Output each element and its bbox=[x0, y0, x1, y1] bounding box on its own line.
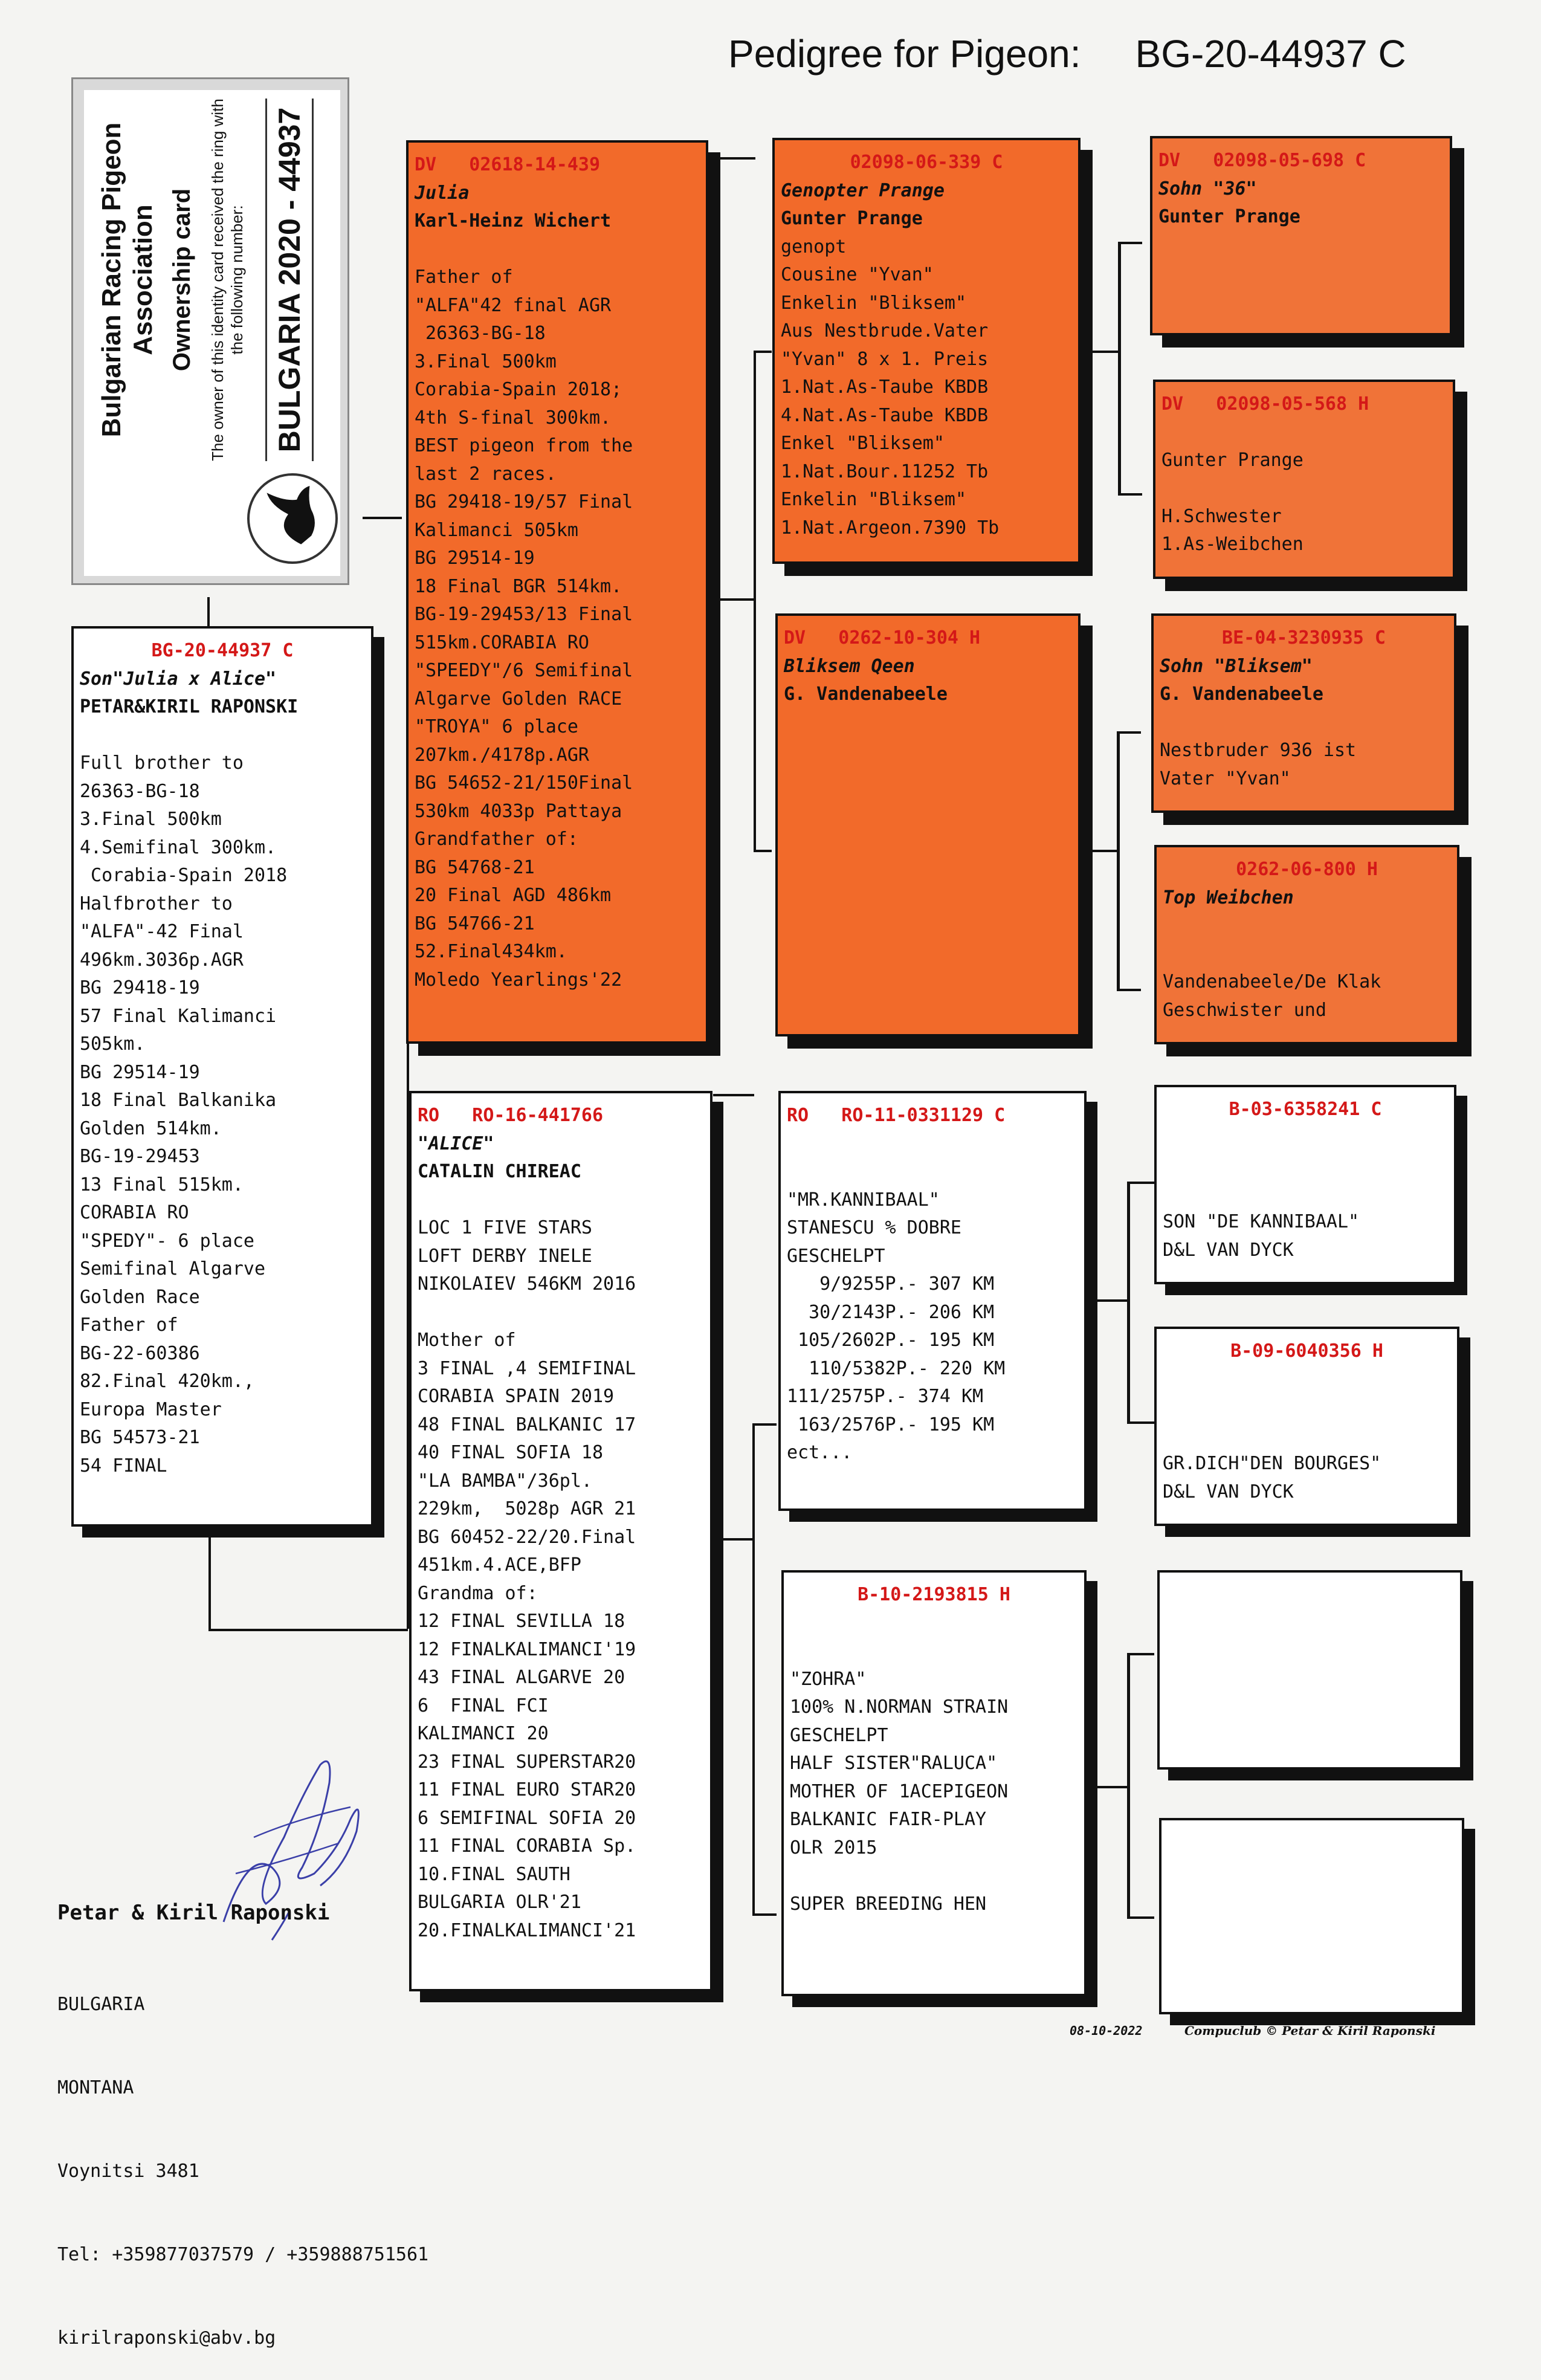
connector-line bbox=[752, 1423, 755, 1916]
note-line: "ALFA"-42 Final bbox=[80, 921, 244, 942]
association-name: Bulgarian Racing Pigeon Association bbox=[97, 122, 158, 438]
dam-dam-ring: B-10-2193815 H bbox=[858, 1584, 1010, 1605]
note-line: "TROYA" 6 place bbox=[415, 716, 578, 737]
note-line: BG 29514-19 bbox=[80, 1061, 200, 1083]
note-line: 10.FINAL SAUTH bbox=[418, 1863, 570, 1885]
connector-line bbox=[710, 598, 754, 601]
sire-dam-name: Bliksem Qeen bbox=[784, 655, 915, 677]
note-line bbox=[1163, 1152, 1448, 1180]
note-line bbox=[1161, 474, 1447, 503]
note-line: Moledo Yearlings'22 bbox=[415, 969, 622, 991]
note-line: Grandfather of: bbox=[415, 829, 578, 850]
note-line: BG 29514-19 bbox=[415, 548, 535, 569]
dam-sire-card bbox=[778, 1091, 1087, 1511]
page-title bbox=[728, 31, 1514, 76]
owner-region: MONTANA bbox=[57, 2077, 134, 2098]
note-line bbox=[1163, 1180, 1448, 1209]
note-line: SUPER BREEDING HEN bbox=[790, 1893, 987, 1915]
note-line bbox=[418, 1186, 704, 1215]
sire-dam-breeder: G. Vandenabeele bbox=[784, 684, 948, 705]
note-line: 26363-BG-18 bbox=[80, 780, 200, 802]
owner-country: BULGARIA bbox=[57, 1994, 145, 2015]
note-line: Corabia-Spain 2018 bbox=[80, 865, 288, 886]
note-line: Geschwister und bbox=[1163, 999, 1326, 1021]
connector-line bbox=[208, 1629, 408, 1631]
note-line: Father of bbox=[415, 267, 513, 288]
owner-city: Voynitsi 3481 bbox=[57, 2161, 199, 2182]
note-line: Semifinal Algarve bbox=[80, 1258, 266, 1279]
pigeon-name: Son"Julia x Alice" bbox=[80, 668, 277, 690]
great-grandparent-card-1 bbox=[1150, 136, 1452, 335]
note-line: BG 29418-19 bbox=[80, 977, 200, 998]
note-line: Grandma of: bbox=[418, 1582, 538, 1604]
note-line: KALIMANCI 20 bbox=[418, 1723, 549, 1744]
great-grandparent-card-7 bbox=[1157, 1570, 1462, 1770]
note-line: BG-22-60386 bbox=[80, 1342, 200, 1364]
ownership-card-content bbox=[84, 90, 340, 576]
connector-line bbox=[1117, 731, 1141, 734]
note-line: ect... bbox=[787, 1442, 853, 1463]
sire-dam-card bbox=[775, 613, 1081, 1036]
note-line: OLR 2015 bbox=[790, 1837, 877, 1858]
pigeon-breeder: PETAR&KIRIL RAPONSKI bbox=[80, 696, 299, 717]
note-line: Vater "Yvan" bbox=[1160, 768, 1291, 789]
connector-line bbox=[1094, 1299, 1127, 1302]
note-line: 4th S-final 300km. bbox=[415, 407, 612, 428]
note-line: Kalimanci 505km bbox=[415, 519, 578, 541]
note-line: BEST pigeon from the bbox=[415, 435, 633, 456]
note-line: 54 FINAL bbox=[80, 1455, 167, 1476]
dam-card bbox=[409, 1091, 712, 1991]
note-line: Cousine "Yvan" bbox=[781, 264, 934, 285]
ggp1-ring: DV 02098-05-698 C bbox=[1158, 150, 1366, 171]
note-line: BG 60452-22/20.Final bbox=[418, 1526, 636, 1548]
pigeon-card bbox=[71, 626, 373, 1527]
connector-line bbox=[1094, 1786, 1127, 1788]
note-line: Aus Nestbrude.Vater bbox=[781, 320, 989, 341]
note-line: 1.Nat.Bour.11252 Tb bbox=[781, 461, 989, 482]
note-line bbox=[787, 1130, 1078, 1159]
connector-line bbox=[752, 1913, 777, 1916]
ggp5-ring: B-03-6358241 C bbox=[1229, 1099, 1382, 1120]
sire-dam-ring: DV 0262-10-304 H bbox=[784, 627, 981, 648]
note-line bbox=[1160, 709, 1448, 737]
note-line: BG 54573-21 bbox=[80, 1427, 200, 1448]
connector-line bbox=[713, 1538, 752, 1541]
note-line bbox=[1163, 940, 1451, 969]
owner-email: kirilraponski@abv.bg bbox=[57, 2327, 276, 2349]
note-line bbox=[415, 236, 700, 264]
note-line: "LA BAMBA"/36pl. bbox=[418, 1470, 592, 1492]
great-grandparent-card-3 bbox=[1151, 613, 1456, 813]
note-line: 52.Final434km. bbox=[415, 941, 567, 962]
note-line: Vandenabeele/De Klak bbox=[1163, 971, 1381, 992]
note-line: LOC 1 FIVE STARS bbox=[418, 1217, 592, 1238]
dam-name: "ALICE" bbox=[418, 1133, 494, 1154]
note-line: SON "DE KANNIBAAL" bbox=[1163, 1211, 1360, 1232]
note-line: BALKANIC FAIR-PLAY bbox=[790, 1809, 987, 1830]
ownership-card bbox=[71, 77, 349, 585]
sire-sire-card bbox=[772, 138, 1081, 564]
note-line: 4.Semifinal 300km. bbox=[80, 836, 277, 858]
connector-line bbox=[363, 517, 402, 519]
sire-ring: DV 02618-14-439 bbox=[415, 154, 601, 175]
note-line: 48 FINAL BALKANIC 17 bbox=[418, 1414, 636, 1435]
note-line: 57 Final Kalimanci bbox=[80, 1005, 277, 1027]
owner-phone: Tel: +359877037579 / +359888751561 bbox=[57, 2244, 429, 2265]
note-line: HALF SISTER"RALUCA" bbox=[790, 1753, 998, 1774]
connector-line bbox=[1127, 1653, 1154, 1655]
note-line: Halfbrother to bbox=[80, 893, 233, 914]
note-line bbox=[1163, 1394, 1451, 1422]
note-line: Nestbruder 936 ist bbox=[1160, 740, 1357, 761]
footer-date: 08-10-2022 bbox=[1070, 2023, 1143, 2038]
note-line: BG-19-29453/13 Final bbox=[415, 604, 633, 625]
note-line: 11 FINAL EURO STAR20 bbox=[418, 1779, 636, 1800]
note-line: "SPEEDY"/6 Semifinal bbox=[415, 660, 633, 681]
note-line: 4.Nat.As-Taube KBDB bbox=[781, 404, 989, 426]
pigeon-ring: BG-20-44937 C bbox=[151, 640, 294, 661]
note-line: Corabia-Spain 2018; bbox=[415, 379, 622, 400]
ownership-card-title: Ownership card bbox=[169, 188, 195, 372]
ggp6-notes bbox=[1163, 1366, 1451, 1507]
ggp3-breeder: G. Vandenabeele bbox=[1160, 684, 1323, 705]
note-line bbox=[1163, 1422, 1451, 1450]
note-line: Europa Master bbox=[80, 1399, 222, 1420]
owner-info bbox=[57, 1843, 428, 2380]
note-line: NIKOLAIEV 546KM 2016 bbox=[418, 1273, 636, 1295]
title-ring-number: BG-20-44937 C bbox=[1135, 32, 1406, 76]
note-line: last 2 races. bbox=[415, 463, 557, 485]
connector-line bbox=[1117, 989, 1141, 991]
sire-name: Julia bbox=[415, 182, 470, 204]
note-line: 100% N.NORMAN STRAIN bbox=[790, 1696, 1009, 1718]
ggp1-breeder: Gunter Prange bbox=[1158, 206, 1300, 227]
ggp4-ring: 0262-06-800 H bbox=[1236, 859, 1378, 880]
note-line: D&L VAN DYCK bbox=[1163, 1481, 1294, 1502]
note-line: 43 FINAL ALGARVE 20 bbox=[418, 1667, 625, 1688]
connector-line bbox=[1117, 731, 1120, 991]
note-line bbox=[1163, 912, 1451, 940]
note-line: Enkelin "Bliksem" bbox=[781, 489, 967, 510]
note-line: 505km. bbox=[80, 1033, 146, 1055]
note-line: "ZOHRA" bbox=[790, 1668, 867, 1690]
note-line bbox=[787, 1158, 1078, 1186]
note-line: 40 FINAL SOFIA 18 bbox=[418, 1442, 604, 1463]
sire-notes bbox=[415, 236, 700, 995]
sire-sire-ring: 02098-06-339 C bbox=[850, 152, 1003, 173]
note-line: LOFT DERBY INELE bbox=[418, 1245, 592, 1267]
note-line: BULGARIA OLR'21 bbox=[418, 1892, 581, 1913]
note-line: D&L VAN DYCK bbox=[1163, 1239, 1294, 1261]
note-line: CORABIA RO bbox=[80, 1202, 189, 1223]
dam-dam-card bbox=[781, 1570, 1087, 1996]
ggp1-name: Sohn "36" bbox=[1158, 178, 1257, 199]
note-line: 30/2143P.- 206 KM bbox=[787, 1301, 995, 1323]
connector-line bbox=[754, 850, 772, 852]
note-line bbox=[1163, 1366, 1451, 1394]
note-line: "Yvan" 8 x 1. Preis bbox=[781, 348, 989, 370]
note-line: GR.DICH"DEN BOURGES" bbox=[1163, 1453, 1381, 1474]
note-line: "SPEDY"- 6 place bbox=[80, 1230, 254, 1252]
connector-line bbox=[752, 1423, 777, 1426]
connector-line bbox=[1127, 1421, 1154, 1424]
connector-line bbox=[1127, 1182, 1154, 1184]
note-line: 6 SEMIFINAL SOFIA 20 bbox=[418, 1807, 636, 1829]
great-grandparent-card-4 bbox=[1154, 845, 1459, 1044]
note-line: "ALFA"42 final AGR bbox=[415, 294, 612, 316]
note-line: 20.FINALKALIMANCI'21 bbox=[418, 1919, 636, 1941]
note-line: 9/9255P.- 307 KM bbox=[787, 1273, 995, 1295]
note-line: 12 FINALKALIMANCI'19 bbox=[418, 1638, 636, 1660]
note-line: 11 FINAL CORABIA Sp. bbox=[418, 1835, 636, 1857]
connector-line bbox=[207, 597, 210, 626]
note-line: Algarve Golden RACE bbox=[415, 688, 622, 710]
note-line: 1.As-Weibchen bbox=[1161, 534, 1304, 555]
connector-line bbox=[719, 157, 755, 160]
ggp2-notes bbox=[1161, 447, 1447, 559]
connector-line bbox=[1118, 242, 1121, 496]
connector-line bbox=[754, 351, 756, 852]
connector-line bbox=[1127, 1182, 1130, 1423]
note-line bbox=[418, 1299, 704, 1327]
note-line: 18 Final BGR 514km. bbox=[415, 575, 622, 597]
note-line: 82.Final 420km., bbox=[80, 1371, 254, 1392]
dam-breeder: CATALIN CHIREAC bbox=[418, 1161, 581, 1182]
note-line: Enkel "Bliksem" bbox=[781, 433, 945, 454]
note-line: 163/2576P.- 195 KM bbox=[787, 1414, 995, 1435]
note-line bbox=[1163, 1124, 1448, 1153]
connector-line bbox=[1118, 493, 1142, 496]
dam-dam-notes bbox=[790, 1609, 1078, 1919]
note-line: Golden 514km. bbox=[80, 1117, 222, 1139]
note-line: GESCHELPT bbox=[787, 1245, 885, 1267]
note-line: GESCHELPT bbox=[790, 1724, 888, 1746]
ggp3-notes bbox=[1160, 709, 1448, 794]
note-line: 110/5382P.- 220 KM bbox=[787, 1357, 1006, 1379]
pigeon-logo-icon bbox=[247, 473, 338, 564]
connector-line bbox=[1127, 1916, 1154, 1919]
ggp5-notes bbox=[1163, 1124, 1448, 1265]
note-line: 18 Final Balkanika bbox=[80, 1090, 277, 1111]
note-line: Golden Race bbox=[80, 1286, 200, 1308]
note-line: 1.Nat.Argeon.7390 Tb bbox=[781, 517, 1000, 538]
ggp2-ring: DV 02098-05-568 H bbox=[1161, 393, 1369, 415]
note-line: 105/2602P.- 195 KM bbox=[787, 1330, 995, 1351]
note-line: BG 54652-21/150Final bbox=[415, 772, 633, 794]
connector-line bbox=[1088, 351, 1118, 353]
note-line: 12 FINAL SEVILLA 18 bbox=[418, 1611, 625, 1632]
note-line: 3.Final 500km bbox=[415, 351, 557, 372]
note-line: 530km 4033p Pattaya bbox=[415, 800, 622, 822]
note-line: Mother of bbox=[418, 1330, 516, 1351]
note-line: BG 54768-21 bbox=[415, 856, 535, 878]
connector-line bbox=[754, 351, 772, 353]
note-line: Gunter Prange bbox=[1161, 449, 1304, 471]
note-line: 3 FINAL ,4 SEMIFINAL bbox=[418, 1357, 636, 1379]
pigeon-notes bbox=[80, 722, 365, 1481]
note-line: 23 FINAL SUPERSTAR20 bbox=[418, 1751, 636, 1773]
note-line: Father of bbox=[80, 1314, 178, 1336]
note-line: 13 Final 515km. bbox=[80, 1174, 244, 1195]
sire-sire-notes bbox=[781, 233, 1072, 543]
note-line: 515km.CORABIA RO bbox=[415, 632, 589, 653]
great-grandparent-card-2 bbox=[1153, 380, 1455, 579]
ggp3-ring: BE-04-3230935 C bbox=[1222, 627, 1386, 648]
note-line bbox=[790, 1862, 1078, 1890]
note-line: 1.Nat.As-Taube KBDB bbox=[781, 377, 989, 398]
ggp4-notes bbox=[1163, 912, 1451, 1024]
dam-notes bbox=[418, 1186, 704, 1945]
note-line: 451km.4.ACE,BFP bbox=[418, 1554, 581, 1576]
dam-ring: RO RO-16-441766 bbox=[418, 1105, 604, 1126]
note-line: Enkelin "Bliksem" bbox=[781, 292, 967, 314]
connector-line bbox=[1127, 1653, 1130, 1919]
connector-line bbox=[1088, 850, 1117, 852]
note-line: 207km./4178p.AGR bbox=[415, 744, 589, 766]
note-line: 26363-BG-18 bbox=[415, 323, 546, 344]
note-line: BG 29418-19/57 Final bbox=[415, 491, 633, 513]
footer-credit: Compuclub © Petar & Kiril Raponski bbox=[1184, 2023, 1436, 2038]
ggp4-name: Top Weibchen bbox=[1163, 887, 1294, 908]
great-grandparent-card-8 bbox=[1159, 1818, 1464, 2014]
note-line bbox=[790, 1609, 1078, 1638]
note-line: genopt bbox=[781, 236, 847, 257]
note-line: STANESCU % DOBRE bbox=[787, 1217, 961, 1238]
connector-line bbox=[713, 1094, 754, 1096]
note-line: "MR.KANNIBAAL" bbox=[787, 1189, 940, 1211]
sire-sire-name: Genopter Prange bbox=[781, 179, 945, 201]
connector-line bbox=[1118, 242, 1142, 244]
sire-sire-breeder: Gunter Prange bbox=[781, 208, 923, 229]
note-line: 111/2575P.- 374 KM bbox=[787, 1386, 984, 1407]
note-line: 6 FINAL FCI bbox=[418, 1695, 549, 1716]
dam-sire-ring: RO RO-11-0331129 C bbox=[787, 1105, 1006, 1126]
note-line bbox=[790, 1637, 1078, 1666]
owner-name: Petar & Kiril Raponski bbox=[57, 1901, 330, 1925]
ggp6-ring: B-09-6040356 H bbox=[1230, 1340, 1383, 1362]
ownership-card-description: The owner of this identity card received the ring with the following number: bbox=[208, 99, 246, 461]
great-grandparent-card-5 bbox=[1154, 1085, 1456, 1284]
note-line: MOTHER OF 1ACEPIGEON bbox=[790, 1780, 1009, 1802]
note-line: CORABIA SPAIN 2019 bbox=[418, 1386, 615, 1407]
sire-breeder: Karl-Heinz Wichert bbox=[415, 210, 612, 231]
dam-sire-notes bbox=[787, 1130, 1078, 1467]
note-line: 3.Final 500km bbox=[80, 809, 222, 830]
connector-line bbox=[208, 1526, 211, 1630]
great-grandparent-card-6 bbox=[1154, 1327, 1459, 1526]
sire-card bbox=[406, 140, 708, 1044]
note-line: Full brother to bbox=[80, 752, 244, 774]
note-line bbox=[80, 722, 365, 750]
title-label: Pedigree for Pigeon: bbox=[728, 32, 1081, 76]
note-line: 20 Final AGD 486km bbox=[415, 885, 612, 906]
note-line: BG-19-29453 bbox=[80, 1146, 200, 1167]
note-line: 229km, 5028p AGR 21 bbox=[418, 1498, 636, 1519]
ggp3-name: Sohn "Bliksem" bbox=[1160, 655, 1313, 677]
note-line: H.Schwester bbox=[1161, 505, 1282, 527]
ownership-card-inner bbox=[84, 90, 340, 576]
note-line: BG 54766-21 bbox=[415, 913, 535, 934]
note-line: 496km.3036p.AGR bbox=[80, 949, 244, 971]
ownership-card-number: BULGARIA 2020 - 44937 bbox=[265, 99, 314, 461]
